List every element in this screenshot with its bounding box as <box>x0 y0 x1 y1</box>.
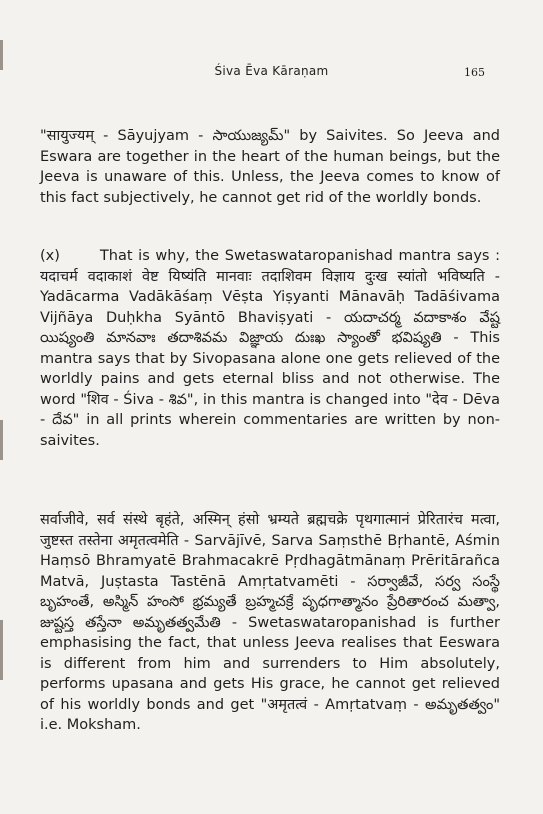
paragraph-2-text: That is why, the Swetaswataropanishad mantra says : यदाचर्म वदाकाशं वेष्ट यिष्यंति मानवाः तदाशिवम विज्ञाय दुःख स्यांतो भविष्यति -Yadācarma Vadākāśaṃ Vēṣta Yiṣyanti Mānavāḥ Tadāśivama Vijñāya Duḥkha Syāntō Bhaviṣyati - యదాచర్మ వదాకాశం వేష్ట యిష్యంతి మానవాః తదాశివమ విజ్ఞాయ దుఃఖ స్యాంతో భవిష్యతి - This mantra says that by Sivopasana alone one gets relieved of the worldly pains and gets eternal bliss and not otherwise. The word "शिव - Śiva - శివ", in this mantra is changed into "देव - Dēva - దేవ" in all prints wherein commentaries are written by non-saivites. <box>40 248 500 449</box>
page-edge-mark <box>0 620 3 680</box>
paragraph-2 <box>40 246 500 451</box>
list-marker: (x) <box>40 248 60 264</box>
paragraph-3: सर्वाजीवे, सर्व संस्थे बृहंते, अस्मिन् हंसो भ्रम्यते ब्रह्मचक्रे पृथगात्मानं प्रेरितारंच मत्वा, जुष्टस्त तस्तेना अमृतत्वमेति - Sarvājīvē, Sarva Saṃsthē Bṛhantē, Aśmin Haṃsō Bhramyatē Brahmacakrē Pṛdhagātmānaṃ Prēritārañca Matvā, Juṣtasta Tastēnā Amṛtatvamēti - సర్వాజీవే, సర్వ సంస్థే బృహంతే, అస్మిన్ హంసో భ్రమ్యతే బ్రహ్మచక్రే పృధగాత్మానం ప్రేరితారంచ మత్వా, జుష్టస్త తస్తేనా అమృతత్వమేతి - Swetaswataropanishad is further emphasising the fact, that unless Jeeva realises that Eeswara is different from him and surrenders to Him absolutely, performs upasana and gets His grace, he cannot get relieved of his worldly bonds and get "अमृतत्वं - Amṛtatvaṃ - అమృతత్వం" i.e. Moksham. <box>40 512 500 733</box>
page-number: 165 <box>464 66 485 79</box>
running-header: Śiva Ēva Kāraṇam <box>214 64 329 78</box>
page-edge-mark <box>0 420 3 460</box>
paragraph-1: "सायुज्यम् - Sāyujyam - సాయుజ్యమ్" by Saivites. So Jeeva and Eswara are together in the heart of the human beings, but the Jeeva is unaware of this. Unless, the Jeeva comes to know of this fact subjectively, he cannot get rid of the worldly bonds. <box>40 128 500 206</box>
